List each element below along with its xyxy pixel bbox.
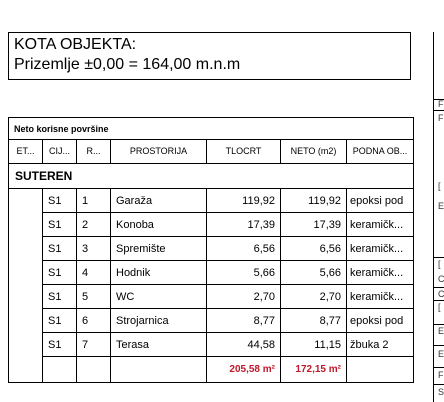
strip-glyph: E [438,326,444,336]
cell-redni-broj: 1 [77,189,111,213]
table-header-row [9,140,413,164]
total-tlocrt: 205,58 m² [207,357,281,382]
header-etaza[interactable]: ET... [9,140,43,163]
cell-redni-broj: 4 [77,261,111,285]
cell-tlocrt: 17,39 [207,213,281,237]
cell-neto: 119,92 [281,189,347,213]
cell-tlocrt: 119,92 [207,189,281,213]
cell-redni-broj: 3 [77,237,111,261]
header-podna-obloga[interactable]: PODNA OB... [352,146,408,156]
total-blank [347,357,413,382]
strip-glyph: C [438,274,444,284]
cell-prostorija: Terasa [111,333,207,357]
kota-objekta-box [8,32,411,80]
cell-podna-obloga: keramičk... [347,285,413,309]
cell-podna-obloga: keramičk... [347,261,413,285]
cell-tlocrt: 8,77 [207,309,281,333]
strip-glyph: S [438,387,444,397]
cell-tlocrt: 5,66 [207,261,281,285]
cell-podna-obloga: keramičk... [347,237,413,261]
totals-row [9,357,413,382]
header-prostorija[interactable]: PROSTORIJA [111,140,207,163]
strip-divider [434,367,444,368]
header-neto[interactable]: NETO (m2) [281,140,347,163]
cell-redni-broj: 5 [77,285,111,309]
cell-neto: 5,66 [281,261,347,285]
strip-glyph: E [438,349,444,359]
cell-cjelina: S1 [43,189,77,213]
table-row[interactable] [9,189,413,213]
strip-glyph: E [438,201,444,211]
cell-redni-broj: 2 [77,213,111,237]
cell-podna-obloga: keramičk... [347,213,413,237]
table-row[interactable] [9,309,413,333]
strip-divider [434,384,444,385]
cell-podna-obloga: epoksi pod [347,309,413,333]
total-blank [43,357,77,382]
cell-neto: 8,77 [281,309,347,333]
table-title: Neto korisne površine [9,118,413,140]
kota-elevation: Prizemlje ±0,00 = 164,00 m.n.m [14,56,241,73]
cell-prostorija: Strojarnica [111,309,207,333]
cell-neto: 17,39 [281,213,347,237]
strip-glyph: F [438,99,444,109]
cell-cjelina: S1 [43,285,77,309]
cell-podna-obloga: žbuka 2 [347,333,413,357]
header-redni-broj[interactable]: R... [77,140,111,163]
strip-divider [434,345,444,346]
strip-divider [434,257,444,258]
table-row[interactable] [9,213,413,237]
cell-neto: 11,15 [281,333,347,357]
cell-tlocrt: 6,56 [207,237,281,261]
table-row[interactable] [9,285,413,309]
strip-glyph: [ [438,302,441,312]
cell-prostorija: Garaža [111,189,207,213]
cell-cjelina: S1 [43,309,77,333]
kota-title: KOTA OBJEKTA: [14,36,137,53]
cell-cjelina: S1 [43,333,77,357]
cell-neto: 6,56 [281,237,347,261]
strip-divider [434,324,444,325]
cell-neto: 2,70 [281,285,347,309]
cell-cjelina: S1 [43,213,77,237]
strip-glyph: F [438,113,444,123]
cell-redni-broj: 6 [77,309,111,333]
cell-cjelina: S1 [43,237,77,261]
cell-tlocrt: 44,58 [207,333,281,357]
total-neto: 172,15 m² [281,357,347,382]
strip-glyph: C [438,289,444,299]
strip-divider [434,110,444,111]
cell-prostorija: WC [111,285,207,309]
total-blank [77,357,111,382]
cell-prostorija: Spremište [111,237,207,261]
cell-tlocrt: 2,70 [207,285,281,309]
cell-redni-broj: 7 [77,333,111,357]
strip-glyph: F [438,370,444,380]
table-row[interactable] [9,333,413,357]
cell-cjelina: S1 [43,261,77,285]
right-panel-strip [433,32,444,402]
group-header-suteren: SUTEREN [9,164,413,189]
cell-prostorija: Konoba [111,213,207,237]
total-blank [111,357,207,382]
strip-glyph: [ [438,259,441,269]
header-tlocrt[interactable]: TLOCRT [207,140,281,163]
cell-podna-obloga: epoksi pod [347,189,413,213]
table-row[interactable] [9,261,413,285]
neto-povrsine-table [8,117,414,383]
strip-divider [434,287,444,288]
strip-divider [434,300,444,301]
strip-glyph: [ [438,181,441,191]
table-row[interactable] [9,237,413,261]
cell-prostorija: Hodnik [111,261,207,285]
header-cjelina[interactable]: CIJ... [43,140,77,163]
